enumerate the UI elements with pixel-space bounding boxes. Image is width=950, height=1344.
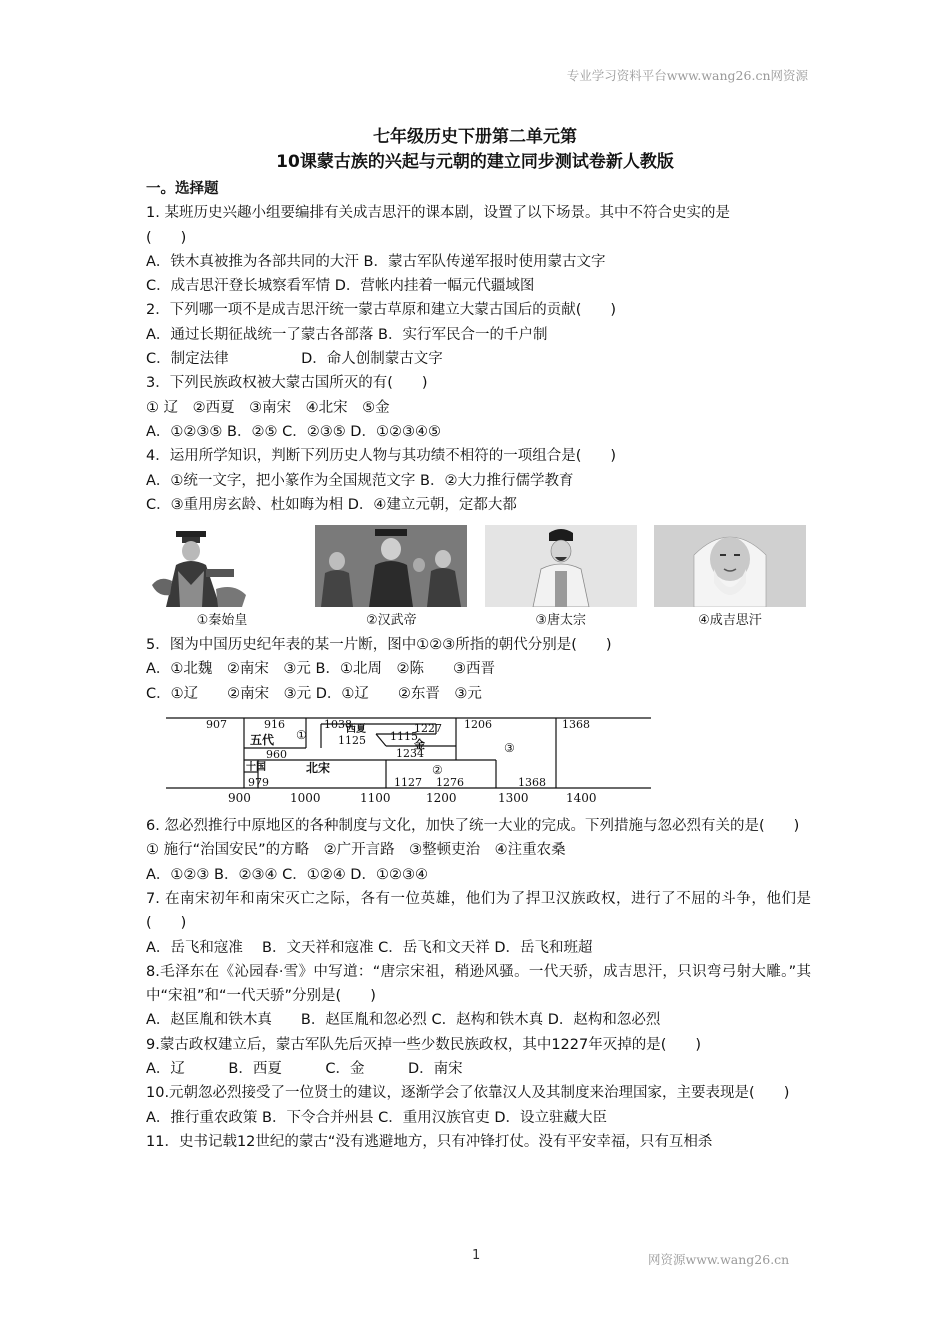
question-list [146,177,811,1154]
q1-stem-bracket: ( ) [146,229,187,246]
q8-stem: 8.毛泽东在《沁园春·雪》中写道：“唐宗宋祖，稍逊风骚。一代天骄，成吉思汗，只识弯弓射大雕。”其中“宋祖”和“一代天骄”分别是( ) [146,963,811,1005]
q4-portrait-row [146,525,806,629]
tang-taizong-portrait-icon [485,525,637,607]
q4-options-ab: A．①统一文字，把小篆作为全国规范文字 B．②大力推行儒学教育 [146,472,574,489]
q2-stem: 2．下列哪一项不是成吉思汗统一蒙古草原和建立大蒙古国后的贡献( ) [146,302,617,319]
dynasty-label-xixia: 西夏 [346,724,366,736]
chronology-chart-svg [146,716,661,806]
year-label: 1234 [396,747,424,761]
year-label: 1127 [394,776,422,790]
q1-options-ab: A．铁木真被推为各部共同的大汗 B．蒙古军队传递军报时使用蒙古文字 [146,253,606,270]
q5-options-cd: C．①辽 ②南宋 ③元 D．①辽 ②东晋 ③元 [146,685,482,702]
section-heading: 一。选择题 [146,181,219,197]
q10-options: A．推行重农政策 B．下令合并州县 C．重用汉族官吏 D．设立驻藏大臣 [146,1109,607,1126]
timeline-axis-ticks [228,791,597,805]
q1-options-cd: C．成吉思汗登长城察看军情 D．营帐内挂着一幅元代疆域图 [146,278,535,295]
year-label: 960 [266,748,287,762]
page-number: 1 [472,1248,481,1263]
axis-tick: 1400 [566,791,597,806]
timeline-marker-1: ① [296,728,307,743]
year-label: 979 [248,776,269,790]
q3-options: A．①②③⑤ B．②⑤ C．②③⑤ D．①②③④⑤ [146,423,441,440]
q7-options: A．岳飞和寇准 B．文天祥和寇准 C．岳飞和文天祥 D．岳飞和班超 [146,939,593,956]
q6-options: A．①②③ B．②③④ C．①②④ D．①②③④ [146,866,428,883]
figure-qin-shihuang [146,525,298,629]
axis-tick: 1200 [426,791,457,806]
axis-tick: 1100 [360,791,391,806]
year-label: 916 [264,718,285,732]
dynasty-label-wudai: 五代 [250,733,275,748]
qin-shihuang-portrait-icon [146,525,298,607]
dynasty-label-beisong: 北宋 [306,761,331,776]
timeline-inner-years [248,722,546,789]
q3-items: ① 辽 ②西夏 ③南宋 ④北宋 ⑤金 [146,399,390,416]
q4-options-cd: C．③重用房玄龄、杜如晦为相 D．④建立元朝，定都大都 [146,496,517,513]
year-label: 1276 [436,776,464,790]
page-header: 专业学习资料平台www.wang26.cn网资源 [566,68,808,83]
dynasty-label-shiguo: 十国 [246,762,266,774]
q2-options-ab: A．通过长期征战统一了蒙古各部落 B．实行军民合一的千户制 [146,326,548,343]
page-title-line-2: 10课蒙古族的兴起与元朝的建立同步测试卷新人教版 [276,152,674,172]
figure-caption: ③唐太宗 [535,613,586,629]
q6-stem: 6. 忽必烈推行中原地区的各种制度与文化，加快了统一大业的完成。下列措施与忽必烈有关的是( ) [146,818,800,835]
q7-stem: 7. 在南宋初年和南宋灭亡之际，各有一位英雄，他们为了捍卫汉族政权，进行了不屈的斗争，他们是( ) [146,890,811,932]
q8-options: A．赵匡胤和铁木真 B．赵匡胤和忽必烈 C．赵构和铁木真 D．赵构和忽必烈 [146,1012,661,1029]
year-label: 1125 [338,734,366,748]
q4-stem: 4．运用所学知识，判断下列历史人物与其功绩不相符的一项组合是( ) [146,448,617,465]
axis-tick: 1000 [290,791,321,806]
q11-stem: 11．史书记载12世纪的蒙古“没有逃避地方，只有冲锋打仗。没有平安幸福，只有互相杀 [146,1133,713,1150]
year-label: 1115 [390,730,418,744]
page-title-line-1: 七年级历史下册第二单元第 [373,127,577,147]
year-label: 1368 [562,718,590,732]
figure-caption: ①秦始皇 [196,613,248,629]
han-wudi-portrait-icon [315,525,467,607]
year-label: 1038 [324,718,352,732]
q3-stem: 3．下列民族政权被大蒙古国所灭的有( ) [146,375,428,392]
figure-caption: ②汉武帝 [366,613,417,629]
axis-tick: 900 [228,791,251,806]
q10-stem: 10.元朝忽必烈接受了一位贤士的建议，逐渐学会了依靠汉人及其制度来治理国家，主要表现是( ) [146,1085,790,1102]
q6-items: ① 施行“治国安民”的方略 ②广开言路 ③整顿吏治 ④注重农桑 [146,842,566,859]
year-label: 1206 [464,718,492,732]
q1-stem: 1. 某班历史兴趣小组要编排有关成吉思汗的课本剧，设置了以下场景。其中不符合史实的是 [146,205,730,222]
q9-stem: 9.蒙古政权建立后，蒙古军队先后灭掉一些少数民族政权，其中1227年灭掉的是( ) [146,1036,702,1053]
figure-genghis-khan [654,525,806,629]
genghis-khan-portrait-icon [654,525,806,607]
year-label: 907 [206,718,227,732]
year-label: 1368 [518,776,546,790]
chronology-chart [146,716,811,810]
year-label: 1227 [414,722,442,736]
timeline-marker-2: ② [432,763,443,778]
figure-tang-taizong [485,525,637,629]
figure-caption: ④成吉思汗 [698,613,762,629]
q9-options: A．辽 B．西夏 C．金 D．南宋 [146,1061,463,1078]
dynasty-label-jin: 金 [414,738,425,752]
q5-stem: 5．图为中国历史纪年表的某一片断，图中①②③所指的朝代分别是( ) [146,637,612,654]
q5-options-ab: A．①北魏 ②南宋 ③元 B．①北周 ②陈 ③西晋 [146,661,495,678]
figure-han-wudi [315,525,467,629]
page-footer: 网资源www.wang26.cn [648,1252,790,1267]
q2-options-cd: C．制定法律 D．命人创制蒙古文字 [146,351,443,368]
axis-tick: 1300 [498,791,529,806]
timeline-marker-3: ③ [504,741,515,756]
